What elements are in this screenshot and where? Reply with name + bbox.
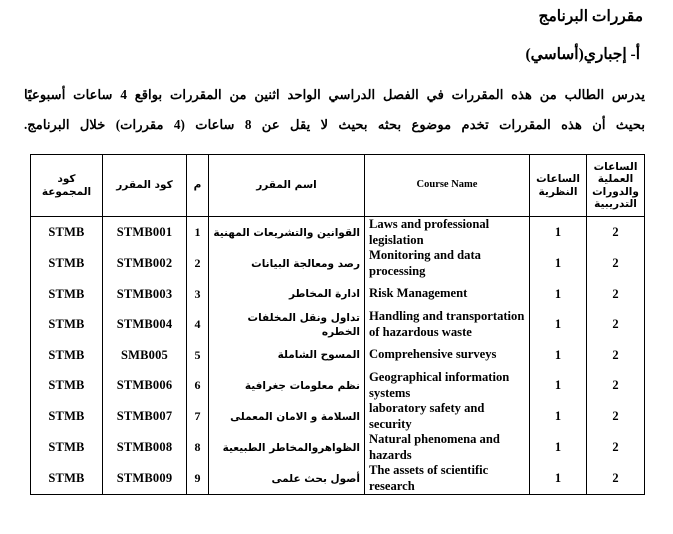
cell-seq: 7 (187, 401, 209, 432)
cell-theory-hours: 1 (530, 248, 587, 279)
cell-group-code: STMB (31, 217, 103, 249)
intro-line-1: يدرس الطالب من هذه المقررات في الفصل الدراسي الواحد اثنين من المقررات بواقع 4 ساعات أسبوعيًا (24, 87, 645, 102)
cell-practical-hours: 2 (587, 370, 645, 401)
cell-course-name-ar: تداول ونقل المخلفات الخطره (209, 309, 365, 340)
table-row (31, 370, 645, 401)
cell-course-name-en: Comprehensive surveys (365, 340, 530, 370)
table-header (31, 155, 645, 217)
cell-course-name-ar: المسوح الشاملة (209, 340, 365, 370)
cell-group-code: STMB (31, 309, 103, 340)
cell-group-code: STMB (31, 370, 103, 401)
table-row (31, 463, 645, 495)
cell-practical-hours: 2 (587, 248, 645, 279)
document-page (0, 6, 673, 534)
cell-seq: 3 (187, 279, 209, 309)
cell-course-code: STMB006 (103, 370, 187, 401)
cell-theory-hours: 1 (530, 217, 587, 249)
table-row (31, 401, 645, 432)
cell-practical-hours: 2 (587, 340, 645, 370)
column-header-theory-hours: الساعات النظرية (530, 155, 587, 217)
cell-course-code: STMB003 (103, 279, 187, 309)
cell-course-name-ar: الظواهروالمخاطر الطبيعية (209, 432, 365, 463)
cell-seq: 1 (187, 217, 209, 249)
cell-practical-hours: 2 (587, 401, 645, 432)
section-subtitle: أ- إجباري(أساسي) (525, 46, 640, 63)
page-title: مقررات البرنامج (538, 8, 643, 25)
cell-course-name-en: Geographical information systems (365, 370, 530, 401)
cell-seq: 6 (187, 370, 209, 401)
column-header-seq: م (187, 155, 209, 217)
cell-course-name-en: Handling and transportation of hazardous waste (365, 309, 530, 340)
cell-seq: 2 (187, 248, 209, 279)
cell-course-name-ar: القوانين والتشريعات المهنية (209, 217, 365, 249)
cell-course-name-en: laboratory safety and security (365, 401, 530, 432)
cell-theory-hours: 1 (530, 370, 587, 401)
cell-course-name-ar: ادارة المخاطر (209, 279, 365, 309)
cell-course-name-en: Natural phenomena and hazards (365, 432, 530, 463)
cell-theory-hours: 1 (530, 309, 587, 340)
cell-course-name-en: The assets of scientific research (365, 463, 530, 495)
column-header-group-code: كود المجموعة (31, 155, 103, 217)
table-header-row (31, 155, 645, 217)
cell-course-name-en: Risk Management (365, 279, 530, 309)
cell-course-code: SMB005 (103, 340, 187, 370)
cell-practical-hours: 2 (587, 279, 645, 309)
cell-course-code: STMB009 (103, 463, 187, 495)
table-body (31, 217, 645, 495)
intro-paragraph (24, 80, 645, 140)
table-row (31, 248, 645, 279)
cell-course-name-ar: السلامة و الامان المعملى (209, 401, 365, 432)
cell-theory-hours: 1 (530, 432, 587, 463)
cell-practical-hours: 2 (587, 309, 645, 340)
cell-group-code: STMB (31, 248, 103, 279)
table-row (31, 432, 645, 463)
cell-group-code: STMB (31, 401, 103, 432)
column-header-practical-hours: الساعات العملية والدورات التدريبية (587, 155, 645, 217)
table-row (31, 340, 645, 370)
cell-course-name-en: Monitoring and data processing (365, 248, 530, 279)
table-row (31, 217, 645, 249)
column-header-course-name-ar: اسم المقرر (209, 155, 365, 217)
cell-course-code: STMB007 (103, 401, 187, 432)
table-row (31, 279, 645, 309)
column-header-course-code: كود المقرر (103, 155, 187, 217)
cell-group-code: STMB (31, 432, 103, 463)
courses-table (30, 154, 645, 495)
cell-group-code: STMB (31, 279, 103, 309)
cell-course-name-en: Laws and professional legislation (365, 217, 530, 249)
cell-theory-hours: 1 (530, 340, 587, 370)
cell-practical-hours: 2 (587, 463, 645, 495)
cell-group-code: STMB (31, 463, 103, 495)
cell-group-code: STMB (31, 340, 103, 370)
cell-course-name-ar: رصد ومعالجة البيانات (209, 248, 365, 279)
table-row (31, 309, 645, 340)
cell-course-name-ar: أصول بحث علمى (209, 463, 365, 495)
cell-seq: 9 (187, 463, 209, 495)
cell-theory-hours: 1 (530, 463, 587, 495)
cell-theory-hours: 1 (530, 401, 587, 432)
cell-practical-hours: 2 (587, 217, 645, 249)
cell-course-code: STMB004 (103, 309, 187, 340)
cell-course-code: STMB001 (103, 217, 187, 249)
cell-seq: 8 (187, 432, 209, 463)
cell-theory-hours: 1 (530, 279, 587, 309)
courses-table-container (0, 154, 673, 495)
cell-seq: 4 (187, 309, 209, 340)
intro-line-2: بحيث أن هذه المقررات تخدم موضوع بحثه بحيث لا يقل عن 8 ساعات (4 مقررات) خلال البرنامج. (24, 117, 646, 132)
column-header-course-name-en: Course Name (365, 155, 530, 217)
cell-course-code: STMB002 (103, 248, 187, 279)
cell-practical-hours: 2 (587, 432, 645, 463)
cell-course-code: STMB008 (103, 432, 187, 463)
cell-seq: 5 (187, 340, 209, 370)
cell-course-name-ar: نظم معلومات جغرافية (209, 370, 365, 401)
